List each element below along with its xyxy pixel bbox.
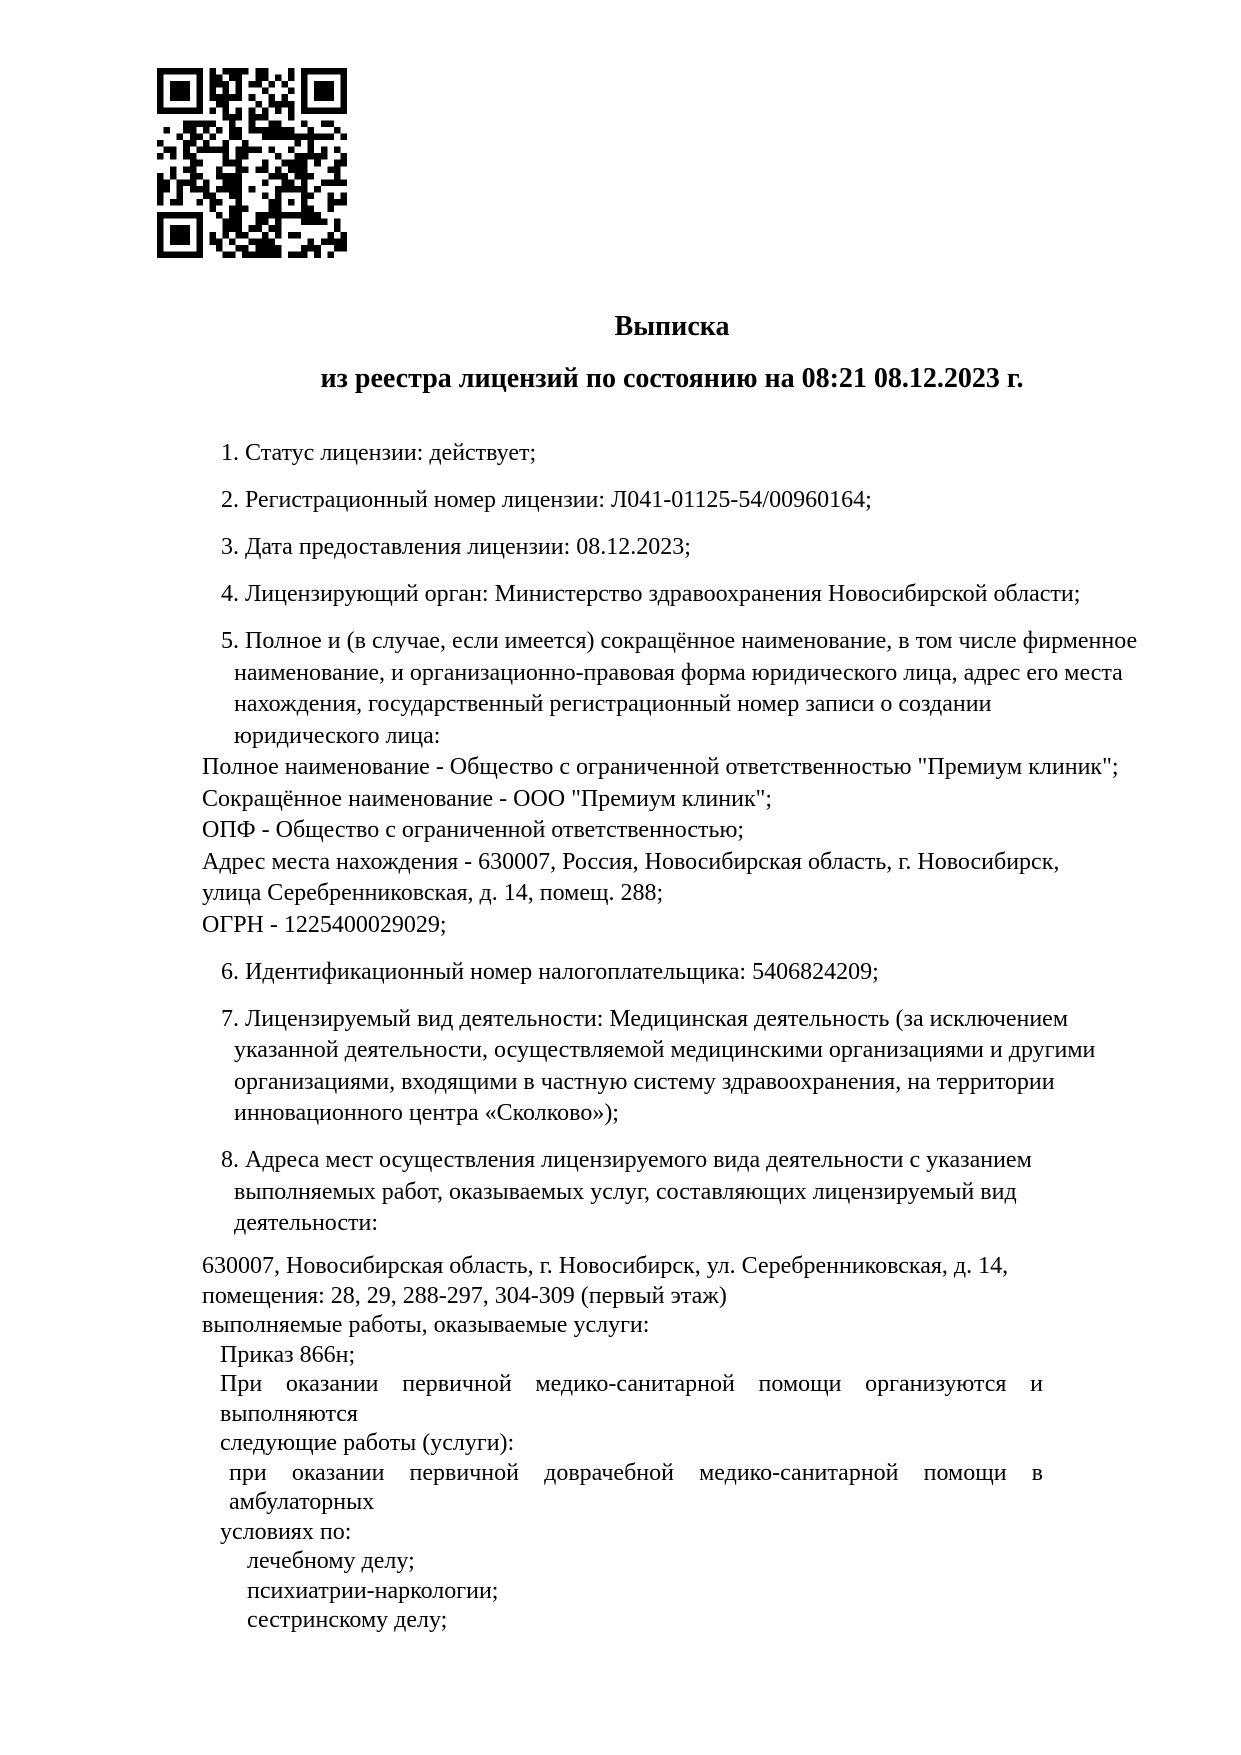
qr-code-icon [157, 68, 347, 258]
document-title-block [202, 310, 1142, 396]
document-body [202, 438, 1138, 1636]
activity-address-and-services [202, 1252, 1043, 1636]
text-line: При оказании первичной медико-санитарной помощи организуются и выполняются [220, 1371, 1043, 1427]
text-line: лечебному делу; [247, 1548, 415, 1574]
text-line: нахождения, государственный регистрационный номер записи о создании [234, 691, 992, 717]
text-line: 5. Полное и (в случае, если имеется) сокращённое наименование, в том числе фирменное [221, 628, 1138, 654]
item-6-inn [202, 957, 1043, 989]
document-title: Выписка [614, 311, 730, 342]
text-line: ОПФ - Общество с ограниченной ответственностью; [202, 817, 745, 843]
text-line: организациями, входящими в частную систему здравоохранения, на территории [234, 1068, 1055, 1095]
text-line: 7. Лицензируемый вид деятельности: Медицинская деятельность (за исключением [221, 1005, 1069, 1032]
text-line: деятельности: [234, 1210, 379, 1236]
org-details [202, 752, 1119, 941]
text-line: Полное наименование - Общество с ограниченной ответственностью "Премиум клиник"; [202, 754, 1119, 780]
item-5-names-heading [202, 626, 1138, 752]
text-line: указанной деятельности, осуществляемой медицинскими организациями и другими [234, 1037, 1096, 1063]
text-line: психиатрии-наркологии; [247, 1577, 499, 1604]
text-line: наименование, и организационно-правовая форма юридического лица, адрес его места [234, 659, 1123, 686]
text-line: 630007, Новосибирская область, г. Новосибирск, ул. Серебренниковская, д. 14, [202, 1253, 1009, 1279]
text-line: Приказ 866н; [220, 1341, 356, 1368]
text-line: улица Серебренниковская, д. 14, помещ. 288; [202, 880, 664, 906]
text-line: 2. Регистрационный номер лицензии: Л041-01125-54/00960164; [221, 487, 872, 513]
text-line: юридического лица: [234, 722, 441, 749]
text-line: выполняемых работ, оказываемых услуг, составляющих лицензируемый вид [234, 1178, 1017, 1205]
item-4-licensing-authority [202, 579, 1081, 611]
item-1-status [202, 438, 1043, 470]
item-3-grant-date [202, 532, 1043, 564]
text-line: выполняемые работы, оказываемые услуги: [202, 1312, 650, 1338]
text-line: 8. Адреса мест осуществления лицензируемого вида деятельности с указанием [221, 1147, 1032, 1173]
item-2-registration-number [202, 485, 1043, 517]
text-line: Адрес места нахождения - 630007, Россия, Новосибирская область, г. Новосибирск, [202, 848, 1060, 875]
text-line: инновационного центра «Сколково»); [234, 1100, 619, 1126]
text-line: 6. Идентификационный номер налогоплательщика: 5406824209; [221, 958, 879, 985]
text-line: ОГРН - 1225400029029; [202, 911, 447, 938]
item-7-licensed-activity [202, 1004, 1096, 1130]
item-8-addresses-heading [202, 1145, 1043, 1240]
text-line: 3. Дата предоставления лицензии: 08.12.2023; [221, 534, 691, 560]
text-line: 1. Статус лицензии: действует; [221, 440, 537, 466]
text-line: помещения: 28, 29, 288-297, 304-309 (первый этаж) [202, 1282, 727, 1309]
document-subtitle: из реестра лицензий по состоянию на 08:21 08.12.2023 г. [320, 363, 1024, 394]
text-line: при оказании первичной доврачебной медико-санитарной помощи в амбулаторных [229, 1459, 1043, 1515]
text-line: сестринскому делу; [247, 1607, 448, 1633]
text-line: 4. Лицензирующий орган: Министерство здравоохранения Новосибирской области; [221, 581, 1081, 607]
text-line: Сокращённое наименование - ООО "Премиум клиник"; [202, 785, 773, 812]
text-line: следующие работы (услуги): [220, 1430, 515, 1456]
text-line: условиях по: [220, 1518, 352, 1545]
